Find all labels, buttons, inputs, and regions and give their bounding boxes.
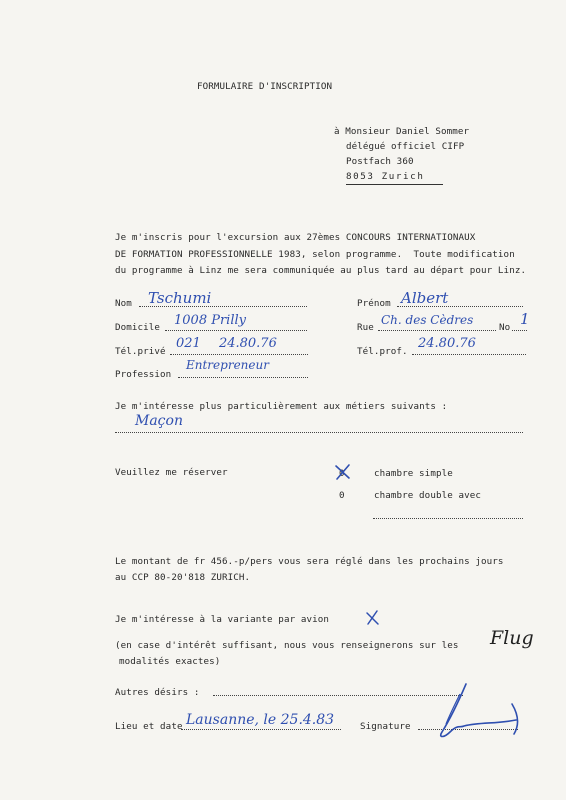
domicile-value[interactable]: 1008 Prilly (174, 313, 246, 328)
flug-note: Flug (490, 627, 534, 649)
chambre-double-dots (373, 518, 523, 519)
address-line-4: 8053 Zurich (346, 171, 425, 182)
nom-value[interactable]: Tschumi (148, 289, 212, 307)
address-line-2: délégué officiel CIFP (346, 141, 465, 152)
rue-value[interactable]: Ch. des Cèdres (381, 313, 474, 327)
address-underline (346, 184, 443, 185)
lieu-value[interactable]: Lausanne, le 25.4.83 (186, 712, 335, 728)
domicile-label: Domicile (115, 322, 161, 333)
chambre-simple-checkbox[interactable]: 0 (339, 468, 345, 479)
intro-line-2: DE FORMATION PROFESSIONNELLE 1983, selon programme. Toute modification (115, 249, 515, 260)
avion-line-1: Je m'intéresse à la variante par avion (115, 614, 329, 625)
avion-checkmark-icon[interactable] (364, 609, 382, 627)
autres-label: Autres désirs : (115, 687, 200, 698)
signature-icon[interactable] (430, 680, 530, 744)
telprive-label: Tél.privé (115, 346, 166, 357)
address-line-3: Postfach 360 (346, 156, 414, 167)
telprof-value[interactable]: 24.80.76 (418, 336, 476, 351)
autres-dots (213, 695, 463, 696)
intro-line-1: Je m'inscris pour l'excursion aux 27èmes CONCOURS INTERNATIONAUX (115, 232, 476, 243)
rue-label: Rue (357, 322, 374, 333)
prenom-value[interactable]: Albert (401, 289, 449, 307)
no-label: No (499, 322, 511, 333)
telprof-dots (412, 354, 526, 355)
payment-line-2: au CCP 80-20'818 ZURICH. (115, 572, 251, 583)
avion-line-2: (en case d'intérêt suffisant, nous vous renseignerons sur les (115, 640, 459, 651)
lieu-dots (181, 729, 341, 730)
avion-line-3: modalités exactes) (119, 656, 221, 667)
checkmark-x-icon (333, 462, 353, 482)
lieu-label: Lieu et date (115, 721, 183, 732)
metiers-label: Je m'intéresse plus particulièrement aux métiers suivants : (115, 401, 448, 412)
chambre-double-label: chambre double avec (374, 490, 481, 501)
telprive-value[interactable]: 021 24.80.76 (176, 336, 277, 351)
profession-dots (178, 377, 308, 378)
profession-value[interactable]: Entrepreneur (186, 358, 269, 372)
metiers-value[interactable]: Maçon (135, 413, 183, 429)
intro-line-3: du programme à Linz me sera communiquée au plus tard au départ pour Linz. (115, 265, 527, 276)
no-dots (512, 330, 527, 331)
no-value[interactable]: 1 (520, 310, 530, 328)
telprof-label: Tél.prof. (357, 346, 408, 357)
profession-label: Profession (115, 369, 172, 380)
prenom-label: Prénom (357, 298, 391, 309)
address-line-1: à Monsieur Daniel Sommer (334, 126, 470, 137)
telprive-dots (170, 354, 308, 355)
form-title: FORMULAIRE D'INSCRIPTION (197, 81, 333, 92)
signature-label: Signature (360, 721, 411, 732)
nom-label: Nom (115, 298, 132, 309)
chambre-double-checkbox[interactable]: 0 (339, 490, 345, 501)
chambre-simple-label: chambre simple (374, 468, 453, 479)
payment-line-1: Le montant de fr 456.-p/pers vous sera réglé dans les prochains jours (115, 556, 504, 567)
domicile-dots (165, 330, 307, 331)
metiers-dots (115, 432, 523, 433)
reservation-label: Veuillez me réserver (115, 467, 228, 478)
rue-dots (378, 330, 496, 331)
